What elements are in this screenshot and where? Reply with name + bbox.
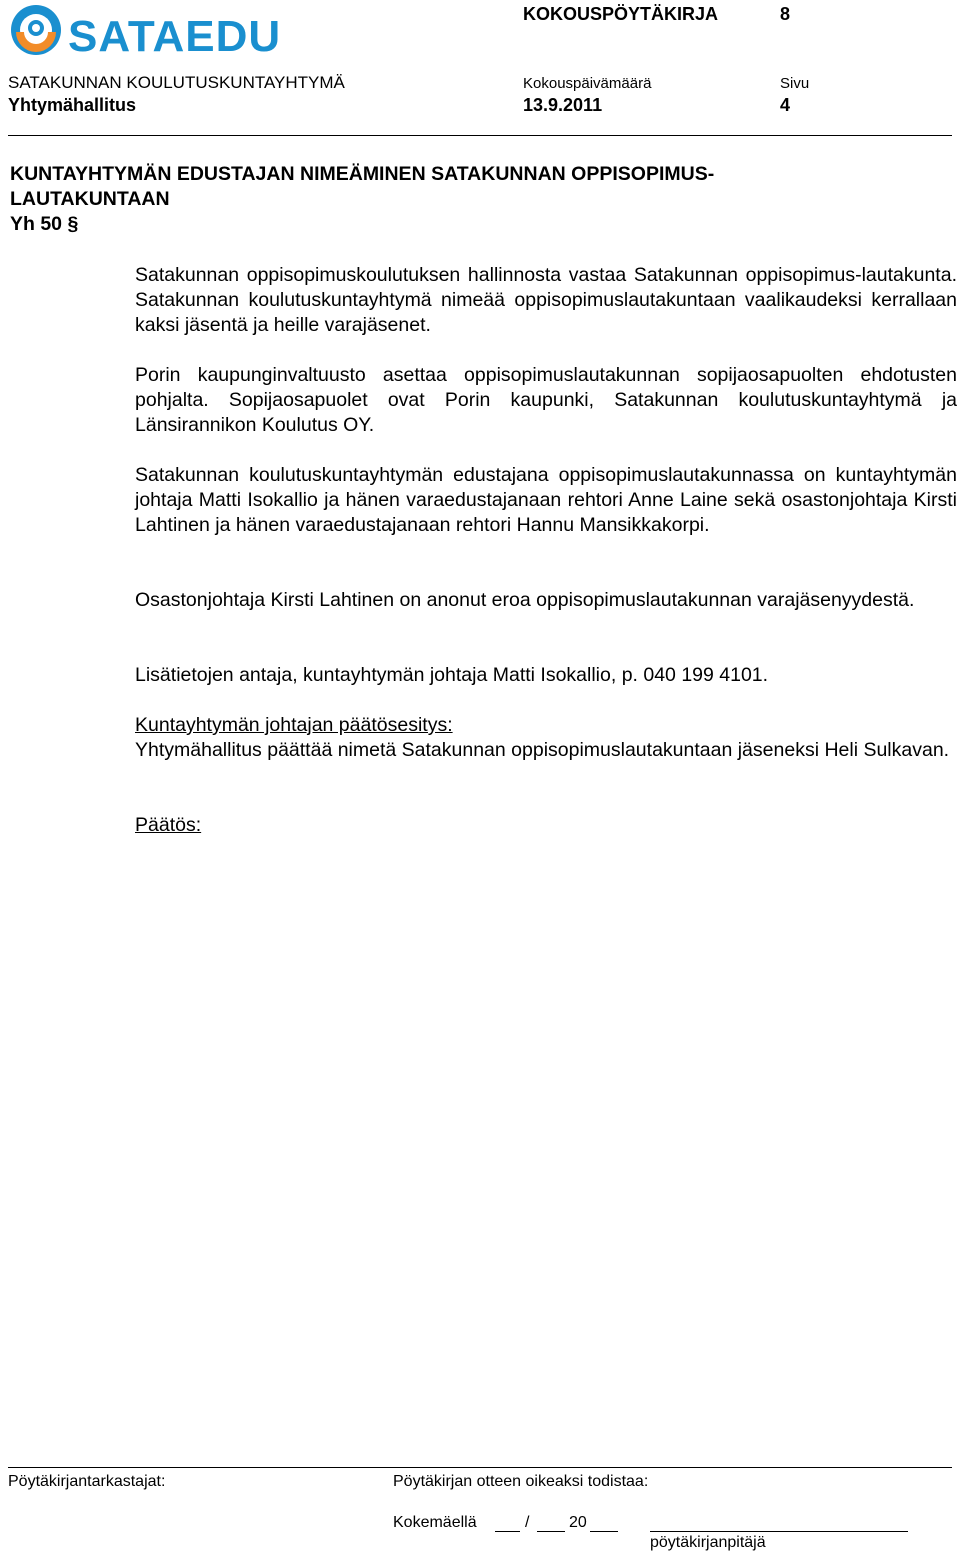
section-title-line1: KUNTAYHTYMÄN EDUSTAJAN NIMEÄMINEN SATAKUNNAN OPPISOPIMUS- xyxy=(10,163,715,185)
place-name: Kokemäellä xyxy=(393,1514,477,1531)
date-slash: / xyxy=(525,1514,530,1531)
signature-line xyxy=(650,1530,908,1532)
governing-body: Yhtymähallitus xyxy=(8,95,137,115)
proposal-heading: Kuntayhtymän johtajan päätösesitys: xyxy=(135,714,453,736)
document-type: KOKOUSPÖYTÄKIRJA xyxy=(523,4,719,24)
paragraph-2: Porin kaupunginvaltuusto asettaa oppisopimuslautakunnan sopijaosapuolten ehdotusten pohjalta. Sopijaosapuolet ovat Porin kaupunki, Satakunnan koulutuskuntayhtymä ja Länsirannikon Koulutus OY. xyxy=(135,364,957,436)
year-blank xyxy=(590,1530,618,1532)
day-blank xyxy=(495,1530,520,1532)
sataedu-logo xyxy=(6,2,282,62)
document-number: 8 xyxy=(780,4,791,24)
organization-name: SATAKUNNAN KOULUTUSKUNTAYHTYMÄ xyxy=(8,73,345,92)
signer-title: pöytäkirjanpitäjä xyxy=(650,1534,766,1551)
decision-heading: Päätös: xyxy=(135,814,202,836)
month-blank xyxy=(537,1530,565,1532)
footer-divider xyxy=(8,1467,952,1468)
certification-label: Pöytäkirjan otteen oikeaksi todistaa: xyxy=(393,1473,649,1490)
page-label: Sivu xyxy=(780,75,810,92)
logo-text: SATAEDU xyxy=(68,12,282,61)
page-number: 4 xyxy=(780,95,791,115)
meeting-date: 13.9.2011 xyxy=(523,95,603,115)
checkers-label: Pöytäkirjantarkastajat: xyxy=(8,1473,166,1490)
section-reference: Yh 50 § xyxy=(10,213,79,235)
proposal-text: Yhtymähallitus päättää nimetä Satakunnan oppisopimuslautakuntaan jäseneksi Heli Sulkavan. xyxy=(135,739,950,761)
paragraph-4: Osastonjohtaja Kirsti Lahtinen on anonut eroa oppisopimuslautakunnan varajäsenyydestä. xyxy=(135,589,915,611)
paragraph-3: Satakunnan koulutuskuntayhtymän edustajana oppisopimuslautakunnassa on kuntayhtymän johtaja Matti Isokallio ja hänen varaedustajanaan rehtori Anne Laine sekä osastonjohtaja Kirsti Lahtinen ja hänen varaedustajanaan rehtori Hannu Mansikkakorpi. xyxy=(135,464,957,536)
paragraph-1: Satakunnan oppisopimuskoulutuksen hallinnosta vastaa Satakunnan oppisopimus-lautakunta. Satakunnan koulutuskuntayhtymä nimeää oppisopimuslautakuntaan vaalikaudeksi kerrallaan kaksi jäsentä ja heille varajäsenet. xyxy=(135,264,957,336)
section-title-line2: LAUTAKUNTAAN xyxy=(10,188,170,210)
header-divider xyxy=(8,135,952,136)
paragraph-5: Lisätietojen antaja, kuntayhtymän johtaja Matti Isokallio, p. 040 199 4101. xyxy=(135,664,769,686)
year-prefix: 20 xyxy=(569,1514,587,1531)
meeting-date-label: Kokouspäivämäärä xyxy=(523,75,652,92)
